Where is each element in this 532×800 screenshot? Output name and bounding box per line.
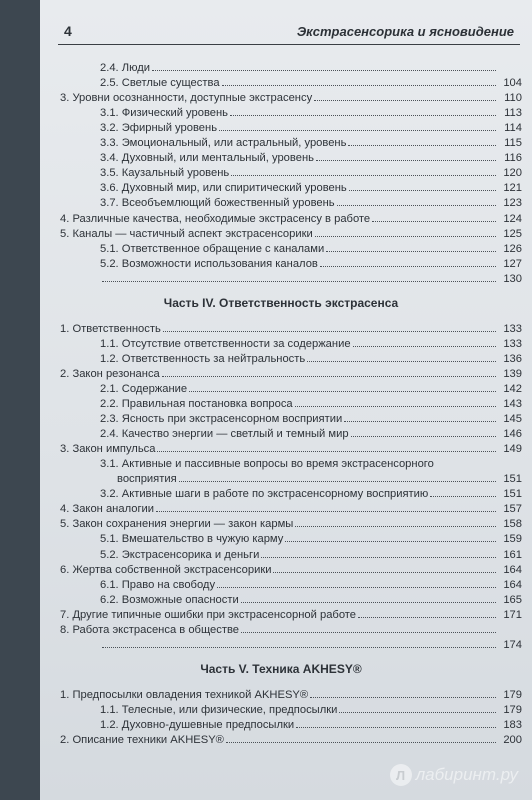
toc-entry-title: 5.1. Ответственное обращение с каналами [100,242,325,255]
toc-page-number: 149 [503,443,522,456]
toc-page-number: 121 [503,182,522,195]
dot-leader [230,115,496,116]
toc-entry-title: 5.2. Экстрасенсорика и деньги [100,548,260,561]
toc-page-number: 130 [503,272,522,285]
toc-page-number: 133 [503,322,522,335]
toc-page-number: 126 [503,242,522,255]
toc-entry [100,717,522,731]
dot-leader [358,617,496,618]
toc-entry [100,547,522,561]
toc-entry-title: 2.1. Содержание [100,382,188,395]
toc-page-number: 125 [503,227,522,240]
toc-entry [100,271,522,285]
toc-entry [117,471,522,485]
dot-leader [307,361,496,362]
toc-entry [100,75,522,89]
dot-leader [156,511,496,512]
toc-page-number: 142 [503,382,522,395]
toc-entry-title: 1. Предпосылки овладения техникой AKHESY® [60,688,309,701]
dot-leader [152,70,496,71]
toc-page-number: 143 [503,398,522,410]
toc-page-number: 123 [503,197,522,210]
toc-page-number: 127 [503,257,522,270]
toc-page-number: 151 [503,473,522,486]
toc-entry [60,607,522,621]
dot-leader [326,251,496,252]
toc-entry [100,381,522,395]
toc-entry-title: 6.1. Право на свободу [100,578,216,591]
toc-entry [100,165,522,179]
toc-page-number: 151 [503,488,522,501]
toc-entry-title: 1.2. Духовно-душевные предпосылки [100,718,295,731]
toc-entry-title: 6.2. Возможные опасности [100,593,239,606]
toc-entry-title: 5. Закон сохранения энергии — закон кармы [60,518,294,531]
toc-entry [100,396,522,410]
toc-entry [100,180,522,194]
dot-leader [349,190,496,191]
dot-leader [285,541,496,542]
toc-entry [100,120,522,134]
page-number: 4 [64,23,72,39]
toc-entry-title: 2. Описание техники AKHESY® [60,734,224,746]
toc-entry [60,366,522,380]
toc-entry [60,321,522,335]
dot-leader [320,266,496,267]
toc-entry-title: 5.2. Возможности использования каналов [100,257,318,270]
toc-entry-title: 3.5. Каузальный уровень [100,167,230,180]
dot-leader [344,421,496,422]
toc-page-number: 113 [504,107,522,120]
dot-leader [295,406,496,407]
toc-page-number: 146 [503,428,522,441]
toc-entry-title: 7. Другие типичные ошибки при экстрасенсорной работе [60,608,357,621]
toc-entry [100,241,522,255]
dot-leader [310,697,496,698]
watermark [390,764,518,786]
toc-entry [60,501,522,515]
toc-entry [100,60,522,74]
book-page [40,0,532,800]
toc-entry [100,577,522,591]
dot-leader [157,451,496,452]
toc-page-number: 174 [503,638,522,651]
toc-page-number: 200 [503,734,522,746]
dot-leader [231,175,496,176]
part-heading: Часть V. Техника AKHESY® [200,661,362,676]
dot-leader [348,145,496,146]
toc-page-number: 114 [504,122,522,135]
dot-leader [372,221,496,222]
toc-page-number: 139 [503,367,522,380]
toc-page-number: 164 [503,563,522,576]
toc-entry [100,702,522,716]
toc-entry [100,456,522,470]
toc-page-number: 120 [503,167,522,180]
toc-entry [100,486,522,500]
toc-page-number: 133 [503,337,522,350]
toc-entry-title: восприятия [117,473,177,486]
dot-leader [241,632,496,633]
dot-leader [189,391,496,392]
dot-leader [314,100,496,101]
dot-leader [217,587,496,588]
toc-entry [100,592,522,606]
dot-leader [102,281,496,282]
toc-entry-title: 2.4. Качество энергии — светлый и темный мир [100,428,349,441]
toc-entry [100,426,522,440]
toc-entry-title: 2.5. Светлые существа [100,77,220,90]
toc-entry-title: 4. Различные качества, необходимые экстрасенсу в работе [60,212,371,225]
toc-entry-title: 1.1. Отсутствие ответственности за содержание [100,337,351,350]
toc-entry [100,150,522,164]
toc-entry-title: 3.4. Духовный, или ментальный, уровень [100,152,314,165]
running-title: Экстрасенсорика и ясновидение [296,24,514,39]
toc-entry-title: 8. Работа экстрасенса в обществе [60,623,240,636]
toc-entry-title: 2.3. Ясность при экстрасенсорном восприятии [100,413,343,426]
toc-page-number: 158 [503,518,522,531]
toc-entry-title: 1.2. Ответственность за нейтральность [100,352,306,365]
watermark-text: лабиринт.ру [415,765,518,784]
toc-entry [100,105,522,119]
toc-entry-title: 1. Ответственность [60,322,161,335]
toc-page-number: 183 [503,718,522,731]
toc-page-number: 110 [504,92,522,105]
toc-entry-title: 3.1. Активные и пассивные вопросы во время экстрасенсорного [100,458,434,471]
toc-entry [60,516,522,530]
toc-entry [100,195,522,209]
toc-entry [100,351,522,365]
toc-page-number: 115 [504,137,522,150]
toc-entry-title: 4. Закон аналогии [60,503,155,516]
toc-entry-title: 3. Уровни осознанности, доступные экстрасенсу [60,92,313,105]
toc-entry [60,622,522,636]
toc-entry [100,531,522,545]
dot-leader [353,346,496,347]
toc-entry [60,732,522,746]
toc-page-number: 116 [504,152,522,165]
toc-entry [100,411,522,425]
toc-page-number: 171 [503,608,522,621]
toc-entry-title: 3. Закон импульса [60,443,156,456]
toc-entry [100,336,522,350]
toc-page-number: 104 [503,77,522,90]
dot-leader [222,85,496,86]
toc-page-number: 145 [503,413,522,426]
toc-entry-title: 3.2. Эфирный уровень [100,122,218,135]
toc-page-number: 161 [503,548,522,561]
dot-leader [261,557,496,558]
toc-entry-title: 5.1. Вмешательство в чужую карму [100,533,284,546]
dot-leader [163,331,496,332]
toc-entry [100,637,522,651]
toc-entry-title: 1.1. Телесные, или физические, предпосылки [100,703,338,716]
toc-page-number: 159 [503,533,522,546]
dot-leader [430,496,496,497]
dot-leader [295,526,496,527]
dot-leader [315,236,496,237]
labirint-logo-icon: Л [390,764,412,786]
toc-page-number: 179 [503,703,522,716]
toc-entry-title: 3.6. Духовный мир, или спиритический уровень [100,182,347,195]
dot-leader [296,727,496,728]
toc-entry-title: 5. Каналы — частичный аспект экстрасенсорики [60,227,313,240]
toc-entry [60,562,522,576]
toc-entry [100,256,522,270]
dot-leader [241,602,496,603]
toc-entry [60,211,522,225]
toc-entry-title: 3.2. Активные шаги в работе по экстрасенсорному восприятию [100,488,429,501]
toc-page-number: 157 [503,503,522,516]
toc-entry [60,687,522,701]
toc-page-number: 164 [503,578,522,591]
toc-entry [60,90,522,104]
toc-entry-title: 6. Жертва собственной экстрасенсорики [60,563,272,576]
toc-page-number: 179 [503,688,522,701]
page-header [58,20,520,45]
dot-leader [273,572,496,573]
toc-entry-title: 2.4. Люди [100,62,151,74]
dot-leader [316,160,496,161]
toc-entry [60,441,522,455]
dot-leader [102,647,496,648]
toc-page-number: 124 [503,212,522,225]
toc-entry [100,135,522,149]
dot-leader [219,130,496,131]
dot-leader [339,712,496,713]
dot-leader [337,205,496,206]
dot-leader [162,376,496,377]
toc-entry-title: 3.3. Эмоциональный, или астральный, уровень [100,137,347,150]
toc-page-number: 136 [503,352,522,365]
toc-entry-title: 2.2. Правильная постановка вопроса [100,398,293,410]
toc-entry [60,226,522,240]
toc-page-number: 165 [503,593,522,606]
part-heading: Часть IV. Ответственность экстрасенса [163,295,399,310]
dot-leader [179,481,496,482]
dot-leader [351,436,496,437]
toc-entry-title: 3.7. Всеобъемлющий божественный уровень [100,197,335,210]
dot-leader [226,742,496,743]
toc-entry-title: 2. Закон резонанса [60,367,160,380]
toc-entry-title: 3.1. Физический уровень [100,107,229,120]
